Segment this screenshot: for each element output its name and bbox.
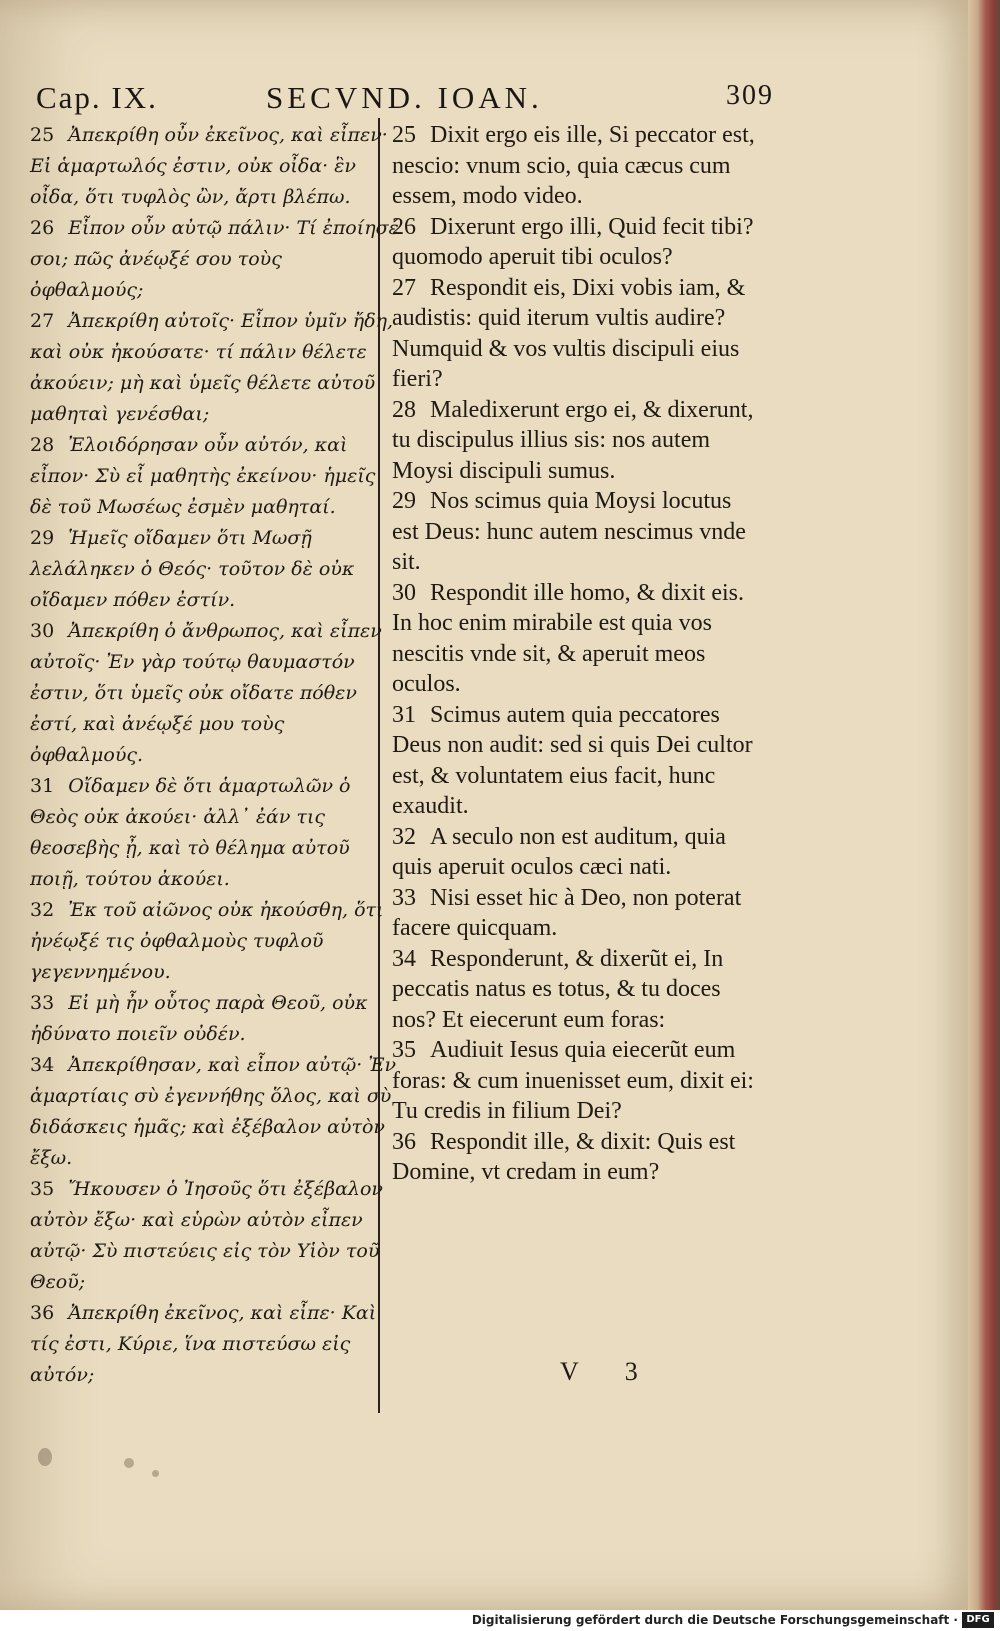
verse-text: Nos scimus quia Moysi locutus est Deus: hunc autem nescimus vnde sit. bbox=[392, 488, 746, 575]
digitization-footer bbox=[0, 1610, 1000, 1631]
verse-number: 28 bbox=[30, 434, 55, 456]
greek-verse bbox=[30, 895, 400, 988]
latin-verse bbox=[392, 486, 760, 578]
verse-text: Ἀπεκρίθη αὐτοῖς· Εἶπον ὑμῖν ἤδη, καὶ οὐκ ἠκούσατε· τί πάλιν θέλετε ἀκούειν; μὴ καὶ ὑμεῖς θέλετε αὐτοῦ μαθηταὶ γενέσθαι; bbox=[30, 310, 394, 425]
verse-number: 29 bbox=[392, 488, 416, 514]
greek-verse bbox=[30, 213, 400, 306]
verse-text: Respondit eis, Dixi vobis iam, & audistis: quid iterum vultis audire? Numquid & vos vultis discipuli eius fieri? bbox=[392, 274, 746, 392]
greek-verse bbox=[30, 306, 400, 430]
signature-mark: V 3 bbox=[560, 1357, 658, 1386]
greek-verse bbox=[30, 523, 400, 616]
latin-verse bbox=[392, 120, 760, 212]
verse-text: Responderunt, & dixerũt ei, In peccatis natus es totus, & tu doces nos? Et eiecerunt eum foras: bbox=[392, 945, 724, 1033]
verse-text: Ἀπεκρίθησαν, καὶ εἶπον αὐτῷ· Ἐν ἁμαρτίαις σὺ ἐγεννήθης ὅλος, καὶ σὺ διδάσκεις ἡμᾶς; καὶ ἐξέβαλον αὐτὸν ἔξω. bbox=[30, 1054, 397, 1169]
funding-credit: Digitalisierung gefördert durch die Deutsche Forschungsgemeinschaft · bbox=[471, 1613, 958, 1627]
greek-verse bbox=[30, 616, 400, 771]
latin-verse bbox=[392, 273, 760, 395]
verse-number: 27 bbox=[30, 310, 55, 332]
verse-text: Εἰ μὴ ἦν οὗτος παρὰ Θεοῦ, οὐκ ἠδύνατο ποιεῖν οὐδέν. bbox=[30, 992, 368, 1045]
greek-verse bbox=[30, 1298, 400, 1391]
verse-number: 26 bbox=[30, 217, 55, 239]
greek-verse bbox=[30, 1050, 400, 1174]
verse-number: 31 bbox=[30, 775, 55, 797]
latin-verse bbox=[392, 822, 760, 883]
running-header bbox=[36, 80, 776, 120]
latin-verse bbox=[392, 578, 760, 700]
latin-verse bbox=[392, 212, 760, 273]
verse-text: Ἡμεῖς οἴδαμεν ὅτι Μωσῇ λελάληκεν ὁ Θεός· τοῦτον δὲ οὐκ οἴδαμεν πόθεν ἐστίν. bbox=[30, 527, 355, 611]
verse-text: Respondit ille homo, & dixit eis. In hoc enim mirabile est quia vos nescitis vnde sit, & aperuit meos oculos. bbox=[392, 579, 744, 697]
greek-verse bbox=[30, 771, 400, 895]
verse-number: 29 bbox=[30, 527, 55, 549]
verse-number: 27 bbox=[392, 274, 416, 301]
verse-text: Maledixerunt ergo ei, & dixerunt, tu discipulus illius sis: nos autem Moysi discipuli sumus. bbox=[392, 396, 754, 484]
verse-text: Ἀπεκρίθη οὖν ἐκεῖνος, καὶ εἶπεν· Εἰ ἁμαρτωλός ἐστιν, οὐκ οἶδα· ἓν οἶδα, ὅτι τυφλὸς ὢν, ἄρτι βλέπω. bbox=[30, 124, 388, 208]
verse-number: 33 bbox=[30, 992, 55, 1014]
verse-text: Scimus autem quia peccatores Deus non audit: sed si quis Dei cultor est, & voluntatem eius facit, hunc exaudit. bbox=[392, 701, 753, 819]
page-number: 309 bbox=[726, 80, 774, 111]
verse-text: Respondit ille, & dixit: Quis est Domine, vt credam in eum? bbox=[392, 1128, 736, 1185]
verse-number: 34 bbox=[30, 1054, 55, 1076]
verse-number: 25 bbox=[30, 124, 55, 146]
verse-text: Audiuit Iesus quia eiecerũt eum foras: & cum inuenisset eum, dixit ei: Tu credis in filium Dei? bbox=[392, 1037, 754, 1124]
verse-text: Ἤκουσεν ὁ Ἰησοῦς ὅτι ἐξέβαλον αὐτὸν ἔξω· καὶ εὑρὼν αὐτὸν εἶπεν αὐτῷ· Σὺ πιστεύεις εἰς τὸν Υἱὸν τοῦ Θεοῦ; bbox=[30, 1178, 383, 1293]
verse-number: 26 bbox=[392, 213, 416, 240]
verse-text: Nisi esset hic à Deo, non poterat facere quicquam. bbox=[392, 884, 742, 941]
verse-number: 32 bbox=[30, 899, 55, 921]
latin-verse bbox=[392, 700, 760, 822]
verse-text: Ἀπεκρίθη ὁ ἄνθρωπος, καὶ εἶπεν αὐτοῖς· Ἐν γὰρ τούτῳ θαυμαστόν ἐστιν, ὅτι ὑμεῖς οὐκ οἴδατε πόθεν ἐστί, καὶ ἀνέῳξέ μου τοὺς ὀφθαλμούς. bbox=[30, 620, 382, 766]
latin-verse bbox=[392, 944, 760, 1036]
book-title: SECVND. IOAN. bbox=[266, 80, 543, 115]
verse-text: Ἀπεκρίθη ἐκεῖνος, καὶ εἶπε· Καὶ τίς ἐστι, Κύριε, ἵνα πιστεύσω εἰς αὐτόν; bbox=[30, 1302, 377, 1386]
verse-text: Εἶπον οὖν αὐτῷ πάλιν· Τί ἐποίησέ σοι; πῶς ἀνέῳξέ σου τοὺς ὀφθαλμούς; bbox=[30, 217, 399, 301]
ink-stain bbox=[38, 1448, 52, 1466]
verse-number: 31 bbox=[392, 701, 416, 728]
chapter-heading: Cap. IX. bbox=[36, 80, 158, 115]
latin-verse bbox=[392, 1127, 760, 1188]
verse-number: 30 bbox=[392, 579, 416, 606]
verse-number: 28 bbox=[392, 396, 416, 423]
latin-column bbox=[392, 120, 760, 1400]
verse-number: 34 bbox=[392, 945, 416, 972]
greek-verse bbox=[30, 120, 400, 213]
verse-number: 36 bbox=[392, 1128, 416, 1155]
verse-number: 35 bbox=[30, 1178, 55, 1200]
latin-verse bbox=[392, 883, 760, 944]
verse-text: Οἴδαμεν δὲ ὅτι ἁμαρτωλῶν ὁ Θεὸς οὐκ ἀκούει· ἀλλ᾽ ἐάν τις θεοσεβὴς ᾖ, καὶ τὸ θέλημα αὐτοῦ ποιῇ, τούτου ἀκούει. bbox=[30, 775, 351, 890]
greek-verse bbox=[30, 1174, 400, 1298]
verse-number: 35 bbox=[392, 1037, 416, 1063]
verse-number: 30 bbox=[30, 620, 55, 642]
latin-verse bbox=[392, 1035, 760, 1127]
greek-column bbox=[30, 120, 400, 1400]
page-edge bbox=[968, 0, 1000, 1610]
verse-number: 25 bbox=[392, 122, 416, 148]
greek-verse bbox=[30, 430, 400, 523]
ink-stain bbox=[124, 1458, 134, 1468]
ink-stain bbox=[152, 1470, 159, 1477]
verse-text: Dixerunt ergo illi, Quid fecit tibi? quomodo aperuit tibi oculos? bbox=[392, 213, 754, 270]
verse-text: Ἐκ τοῦ αἰῶνος οὐκ ἠκούσθη, ὅτι ἠνέῳξέ τις ὀφθαλμοὺς τυφλοῦ γεγεννημένου. bbox=[30, 899, 384, 983]
verse-number: 32 bbox=[392, 823, 416, 850]
verse-number: 36 bbox=[30, 1302, 55, 1324]
dfg-logo-icon: DFG bbox=[962, 1612, 994, 1628]
greek-verse bbox=[30, 988, 400, 1050]
verse-text: Ἐλοιδόρησαν οὖν αὐτόν, καὶ εἶπον· Σὺ εἶ μαθητὴς ἐκείνου· ἡμεῖς δὲ τοῦ Μωσέως ἐσμὲν μαθηταί. bbox=[30, 434, 376, 518]
latin-verse bbox=[392, 395, 760, 487]
verse-number: 33 bbox=[392, 884, 416, 911]
verse-text: Dixit ergo eis ille, Si peccator est, nescio: vnum scio, quia cæcus cum essem, modo video. bbox=[392, 122, 755, 209]
verse-text: A seculo non est auditum, quia quis aperuit oculos cæci nati. bbox=[392, 823, 726, 880]
